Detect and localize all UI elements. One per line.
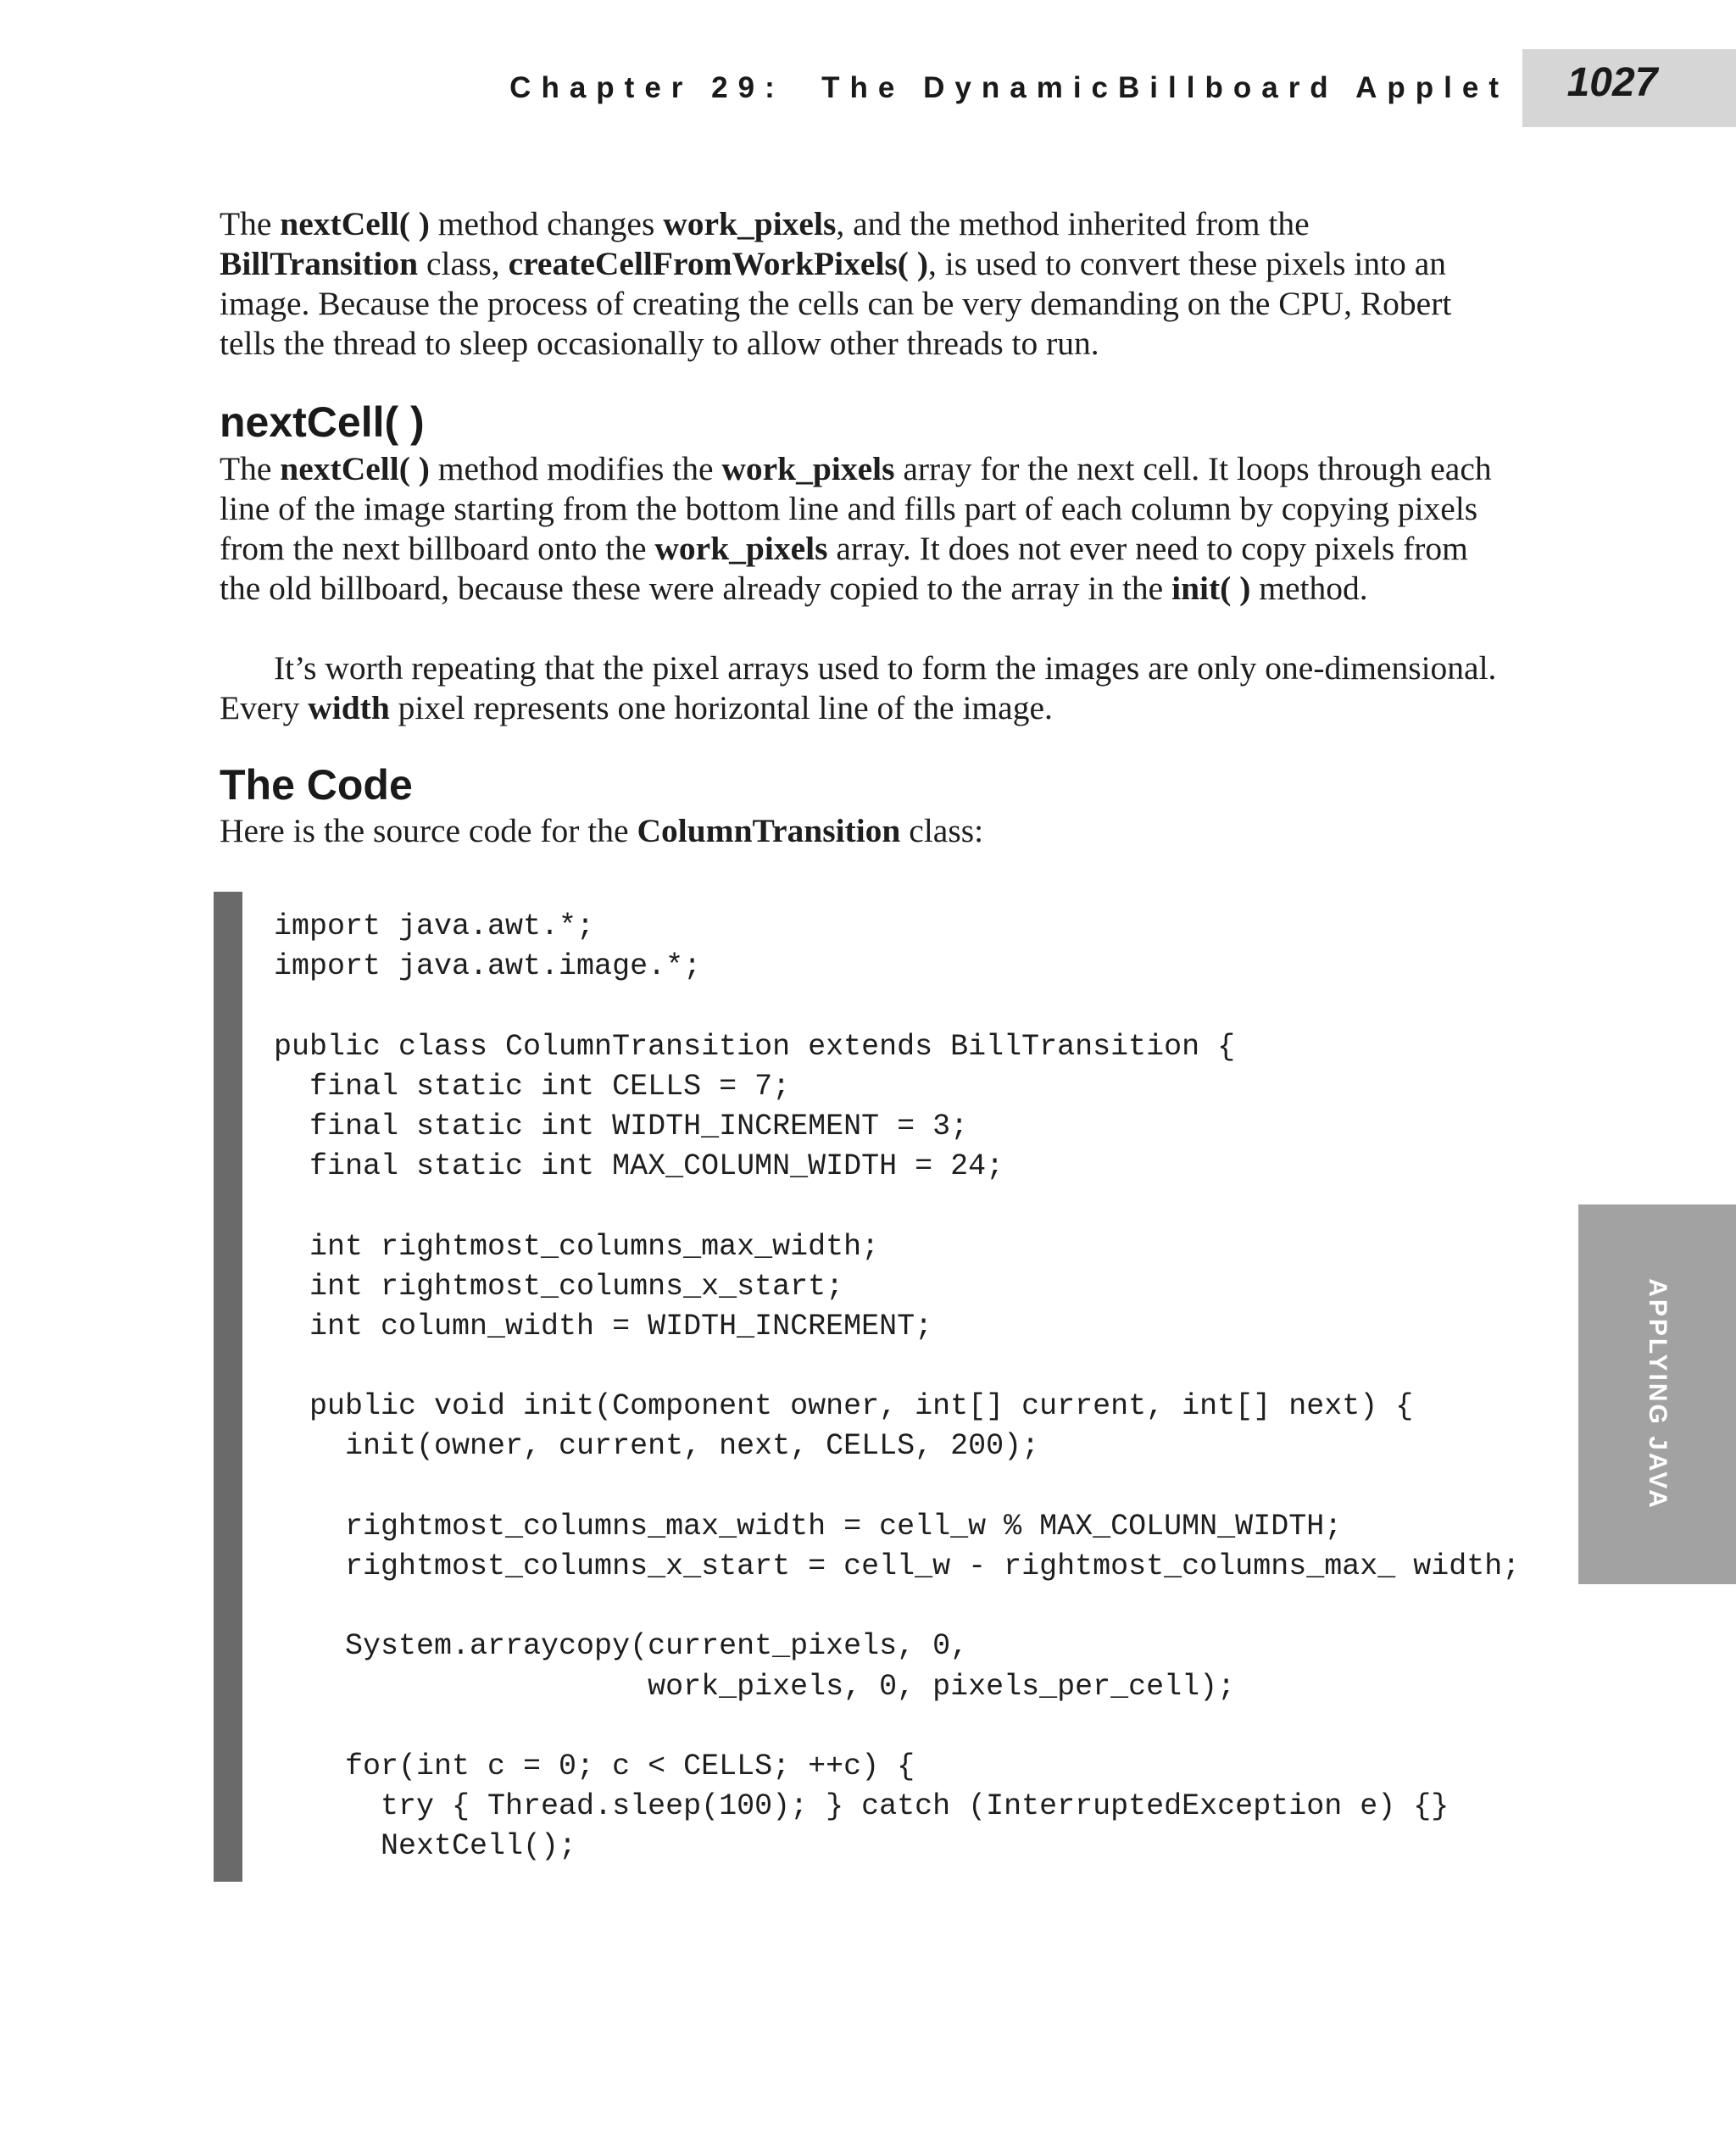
section-heading-nextcell: nextCell( ) bbox=[220, 398, 425, 446]
intro-paragraph bbox=[220, 204, 1508, 364]
code-line: final static int MAX_COLUMN_WIDTH = 24; bbox=[274, 1149, 1004, 1184]
code-line: int rightmost_columns_max_width; bbox=[274, 1229, 880, 1264]
text-span: The bbox=[220, 205, 281, 242]
code-line: public void init(Component owner, int[] current, int[] next) { bbox=[274, 1389, 1414, 1424]
side-tab-label: APPLYING JAVA bbox=[1644, 1278, 1672, 1510]
code-line: final static int CELLS = 7; bbox=[274, 1069, 791, 1104]
class-name: ColumnTransition bbox=[637, 812, 901, 849]
method-name: createCellFromWorkPixels( ) bbox=[508, 245, 928, 282]
page-number: 1027 bbox=[1566, 60, 1658, 105]
text-span: , and the method inherited from the bbox=[836, 205, 1310, 242]
code-line: for(int c = 0; c < CELLS; ++c) { bbox=[274, 1749, 915, 1783]
code-line bbox=[274, 1587, 1545, 1627]
code-line: import java.awt.image.*; bbox=[274, 949, 702, 984]
code-line: final static int WIDTH_INCREMENT = 3; bbox=[274, 1109, 969, 1143]
code-line: int column_width = WIDTH_INCREMENT; bbox=[274, 1309, 933, 1343]
code-line: init(owner, current, next, CELLS, 200); bbox=[274, 1429, 1040, 1464]
code-intro-paragraph bbox=[220, 811, 1508, 851]
code-listing bbox=[274, 907, 1545, 1867]
running-header: Chapter 29: The DynamicBillboard Applet bbox=[509, 71, 1509, 104]
variable-name: width bbox=[308, 689, 390, 726]
text-span: method modifies the bbox=[429, 450, 722, 487]
code-line bbox=[274, 1707, 1545, 1747]
variable-name: work_pixels bbox=[654, 530, 828, 567]
page-number-box bbox=[1522, 49, 1736, 127]
pixel-array-paragraph bbox=[220, 648, 1508, 728]
text-span: method changes bbox=[429, 205, 664, 242]
code-listing-bar bbox=[214, 892, 242, 1882]
text-span: class, bbox=[418, 245, 509, 282]
code-line bbox=[274, 1467, 1545, 1507]
nextcell-paragraph bbox=[220, 449, 1508, 609]
text-span: pixel represents one horizontal line of the image. bbox=[389, 689, 1053, 726]
text-span: , is used to convert these pixels into an image. Because the process of creating the cells can be very demanding on the CPU, Robert tells the thread to sleep occasionally to allow other threads to run. bbox=[220, 245, 1452, 362]
code-line: rightmost_columns_max_width = cell_w % MAX_COLUMN_WIDTH; bbox=[274, 1509, 1343, 1544]
method-name: nextCell( ) bbox=[280, 450, 430, 487]
section-heading-the-code: The Code bbox=[220, 761, 413, 809]
text-span: method. bbox=[1250, 570, 1368, 607]
code-line: NextCell(); bbox=[274, 1829, 577, 1864]
variable-name: work_pixels bbox=[663, 205, 837, 242]
code-line bbox=[274, 1187, 1545, 1227]
text-span: array for the next cell. It loops through each line of the image starting from the bottom line and fills part of each column by copying pixels from the next billboard onto the bbox=[220, 450, 1492, 567]
code-line: work_pixels, 0, pixels_per_cell); bbox=[274, 1669, 1236, 1704]
code-line: import java.awt.*; bbox=[274, 909, 595, 943]
code-line: try { Thread.sleep(100); } catch (InterruptedException e) {} bbox=[274, 1789, 1449, 1824]
side-tab bbox=[1578, 1204, 1736, 1584]
code-line: int rightmost_columns_x_start; bbox=[274, 1269, 844, 1304]
text-span: Here is the source code for the bbox=[220, 812, 637, 849]
text-span: It’s worth repeating that the pixel arrays used to form the images are only one-dimensional. Every bbox=[220, 649, 1497, 726]
code-line: public class ColumnTransition extends BillTransition { bbox=[274, 1029, 1236, 1064]
code-line bbox=[274, 987, 1545, 1026]
text-span: The bbox=[220, 450, 281, 487]
text-span: array. It does not ever need to copy pixels from the old billboard, because these were already copied to the array in the bbox=[220, 530, 1468, 607]
class-name: BillTransition bbox=[220, 245, 419, 282]
code-line: System.arraycopy(current_pixels, 0, bbox=[274, 1629, 969, 1664]
variable-name: work_pixels bbox=[721, 450, 895, 487]
method-name: nextCell( ) bbox=[280, 205, 430, 242]
text-span: class: bbox=[900, 812, 984, 849]
method-name: init( ) bbox=[1171, 570, 1251, 607]
code-line bbox=[274, 1347, 1545, 1387]
code-line: rightmost_columns_x_start = cell_w - rightmost_columns_max_ width; bbox=[274, 1549, 1521, 1583]
